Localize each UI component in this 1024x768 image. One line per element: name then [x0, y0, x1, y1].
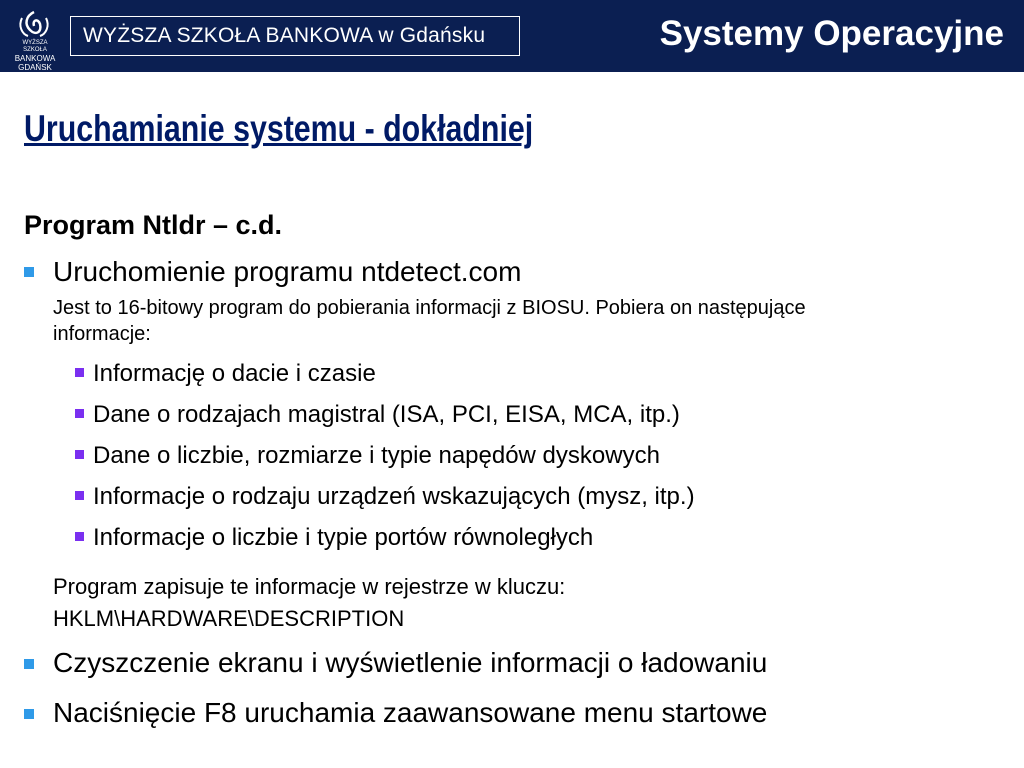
slide-title: Uruchamianie systemu - dokładniej [24, 108, 534, 149]
bullet-1-note-line-2: HKLM\HARDWARE\DESCRIPTION [53, 606, 405, 631]
sub-item-2: Dane o rodzajach magistral (ISA, PCI, EISA, MCA, itp.) [93, 401, 680, 428]
bullet-3-label: Naciśnięcie F8 uruchamia zaawansowane menu startowe [53, 697, 768, 728]
bullet-square-icon [24, 267, 34, 277]
bullet-square-icon [24, 659, 34, 669]
logo-line-1: WYŻSZA SZKOŁA [22, 40, 48, 53]
bullet-1-label: Uruchomienie programu ntdetect.com [53, 256, 522, 287]
bullet-1-desc-line-2: informacje: [53, 323, 151, 345]
sub-item-5: Informacje o liczbie i typie portów równoległych [93, 524, 594, 551]
sub-item-4: Informacje o rodzaju urządzeń wskazujących (mysz, itp.) [93, 483, 695, 510]
school-logo-text [12, 40, 58, 72]
sub-item-1: Informację o dacie i czasie [93, 360, 376, 387]
bullet-2-label: Czyszczenie ekranu i wyświetlenie informacji o ładowaniu [53, 647, 768, 678]
logo-line-2: BANKOWA [14, 54, 56, 63]
bullet-1-note-line-1: Program zapisuje te informacje w rejestrze w kluczu: [53, 574, 566, 599]
course-title: Systemy Operacyjne [659, 14, 1004, 53]
sub-bullet-square-icon [75, 450, 84, 459]
school-name: WYŻSZA SZKOŁA BANKOWA w Gdańsku [83, 24, 486, 47]
sub-bullet-square-icon [75, 532, 84, 541]
sub-bullet-square-icon [75, 491, 84, 500]
bullet-square-icon [24, 709, 34, 719]
school-name-box [70, 16, 520, 56]
sub-item-3: Dane o liczbie, rozmiarze i typie napędów dyskowych [93, 442, 660, 469]
slide-header [0, 0, 1024, 72]
logo-line-3: GDAŃSK [18, 63, 52, 72]
sub-bullet-square-icon [75, 409, 84, 418]
bullet-1-desc-line-1: Jest to 16-bitowy program do pobierania informacji z BIOSU. Pobiera on następujące [53, 297, 806, 319]
slide-subtitle: Program Ntldr – c.d. [24, 210, 283, 240]
sub-bullet-square-icon [75, 368, 84, 377]
